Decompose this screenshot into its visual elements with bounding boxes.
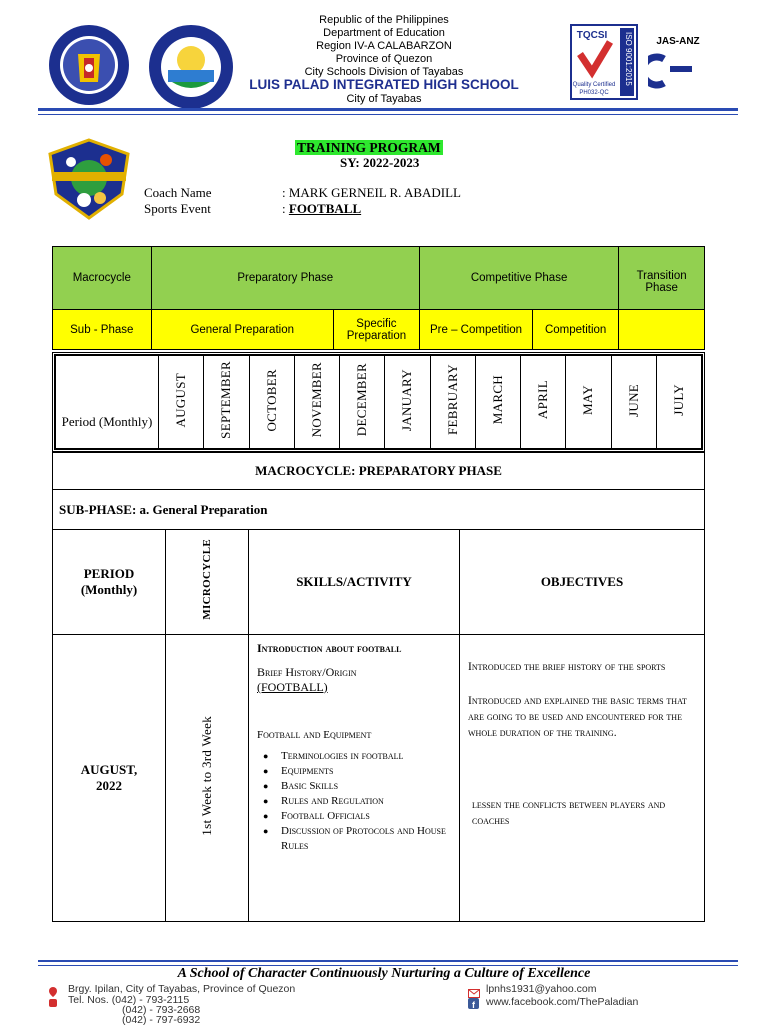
email-icon (468, 985, 480, 994)
footer-divider (38, 960, 738, 962)
header-line-3: Region IV-A CALABARZON (316, 40, 452, 52)
jas-anz-label: JAS-ANZ (656, 36, 700, 47)
competition-cell: Competition (533, 310, 619, 350)
sports-event-colon: : (282, 201, 289, 216)
phone-icon (48, 995, 58, 1005)
svg-text:PH032-QC: PH032-QC (579, 90, 609, 96)
facebook-page: www.facebook.com/ThePaladian (486, 996, 639, 1008)
skills-activity-cell (249, 635, 460, 922)
header-line-5: City Schools Division of Tayabas (304, 66, 464, 78)
header-divider-thin (38, 114, 738, 115)
topic-item: ● Discussion of Protocols and House Rules (281, 824, 453, 854)
month-july (656, 356, 701, 449)
microcycle-header-text: MICROCYCLE (201, 539, 213, 620)
topics-list (257, 749, 453, 854)
months-table (55, 355, 702, 449)
month-label: JANUARY (399, 368, 415, 432)
objective-1: Introduced the brief history of the sports (468, 661, 666, 673)
transition-subphase-cell (619, 310, 705, 350)
school-motto: A School of Character Continuously Nurturing a Culture of Excellence (177, 966, 591, 981)
specific-preparation-cell: Specific Preparation (333, 310, 419, 350)
subphase-title-row (53, 490, 705, 530)
phase-table (52, 246, 705, 350)
objective-3: lessen the conflicts between players and coaches (472, 799, 666, 827)
period-monthly-label: Period (Monthly) (56, 356, 159, 449)
header-line-1: Republic of the Philippines (319, 14, 449, 26)
jas-anz-logo (648, 36, 708, 90)
month-march (475, 356, 520, 449)
august-period-cell (53, 635, 166, 922)
sports-event-value: FOOTBALL (288, 201, 362, 216)
svg-text:TQCSI: TQCSI (576, 30, 608, 41)
phase-row (53, 247, 705, 310)
month-label: DECEMBER (354, 363, 370, 437)
topic-item: ● Equipments (281, 764, 453, 779)
month-may (566, 356, 611, 449)
month-label: NOVEMBER (308, 362, 324, 438)
facebook-icon (468, 996, 479, 1007)
email-address: lpnhs1931@yahoo.com (486, 983, 597, 995)
month-april (521, 356, 566, 449)
topic-item: ● Terminologies in football (281, 749, 453, 764)
program-table (52, 452, 705, 922)
month-label: JUNE (625, 383, 641, 417)
month-label: MAY (580, 384, 596, 416)
month-label: OCTOBER (263, 368, 279, 432)
august-row (53, 635, 705, 922)
coach-name-value: : MARK GERNEIL R. ABADILL (282, 185, 461, 200)
spin-logo (46, 138, 132, 220)
month-december (340, 356, 385, 449)
skills-activity-header: SKILLS/ACTIVITY (249, 530, 460, 635)
svg-text:Quality Certified: Quality Certified (572, 82, 616, 88)
training-program-text: TRAINING PROGRAM (297, 140, 441, 155)
period-header-text: PERIOD (83, 566, 135, 581)
period-header (53, 530, 166, 635)
macro-title-row (53, 453, 705, 490)
month-february (430, 356, 475, 449)
column-header-row (53, 530, 705, 635)
month-november (294, 356, 339, 449)
month-label: FEBRUARY (444, 364, 460, 436)
months-row (56, 356, 702, 449)
microcycle-header (166, 530, 249, 635)
august-microcycle-cell (166, 635, 249, 922)
week-range: 1st Week to 3rd Week (199, 715, 214, 836)
month-august (159, 356, 204, 449)
month-january (385, 356, 430, 449)
month-label: SEPTEMBER (218, 361, 234, 439)
school-year: SY: 2022-2023 (340, 155, 420, 170)
topic-item: ● Football Officials (281, 809, 453, 824)
month-june (611, 356, 656, 449)
competitive-phase-cell: Competitive Phase (419, 247, 618, 310)
objectives-cell (460, 635, 705, 922)
month-label: JULY (670, 384, 686, 416)
coach-name-label: Coach Name (144, 185, 212, 200)
city-name: City of Tayabas (346, 93, 422, 105)
header-divider (38, 108, 738, 111)
brief-history-paren: (FOOTBALL) (257, 680, 328, 694)
telephone-3: (042) - 797-6932 (122, 1014, 201, 1026)
objective-2: Introduced and explained the basic terms that are going to be used and encountered for the whole duration of the training. (468, 695, 687, 739)
month-september (204, 356, 249, 449)
sports-event-label: Sports Event (144, 201, 211, 216)
tqcsi-certification-badge (570, 24, 638, 100)
transition-phase-cell: Transition Phase (619, 247, 705, 310)
august-period-year: 2022 (96, 778, 122, 793)
august-period-month: AUGUST, (80, 762, 138, 777)
general-preparation-cell: General Preparation (151, 310, 333, 350)
header-line-4: Province of Quezon (335, 53, 433, 65)
month-label: MARCH (489, 375, 505, 425)
subphase-label: Sub - Phase (53, 310, 152, 350)
objectives-header: OBJECTIVES (460, 530, 705, 635)
period-header-sub: (Monthly) (80, 582, 138, 597)
macrocycle-title: MACROCYCLE: PREPARATORY PHASE (53, 453, 705, 490)
preparatory-phase-cell: Preparatory Phase (151, 247, 419, 310)
subphase-row (53, 310, 705, 350)
topic-item: ● Rules and Regulation (281, 794, 453, 809)
address: Brgy. Ipilan, City of Tayabas, Province of Quezon (68, 983, 296, 995)
sports-event-value-wrap (282, 201, 361, 217)
svg-text:f: f (472, 1000, 475, 1009)
month-label: APRIL (535, 380, 551, 420)
brief-history: Brief History/Origin (257, 665, 357, 679)
macrocycle-label: Macrocycle (53, 247, 152, 310)
telephone-1: Tel. Nos. (042) - 793-2115 (68, 994, 190, 1006)
school-name: LUIS PALAD INTEGRATED HIGH SCHOOL (249, 77, 519, 92)
football-and-equipment: Football and Equipment (257, 729, 372, 741)
intro-about-football: Introduction about football (257, 641, 402, 655)
month-october (249, 356, 294, 449)
topic-item: ● Basic Skills (281, 779, 453, 794)
subphase-title: SUB-PHASE: a. General Preparation (53, 490, 705, 530)
svg-text:ISO 9001:2015: ISO 9001:2015 (624, 32, 633, 86)
month-label: AUGUST (173, 372, 189, 428)
header-line-2: Department of Education (323, 27, 445, 39)
pre-competition-cell: Pre – Competition (419, 310, 532, 350)
location-pin-icon (48, 984, 58, 994)
telephone-2: (042) - 793-2668 (122, 1004, 201, 1016)
